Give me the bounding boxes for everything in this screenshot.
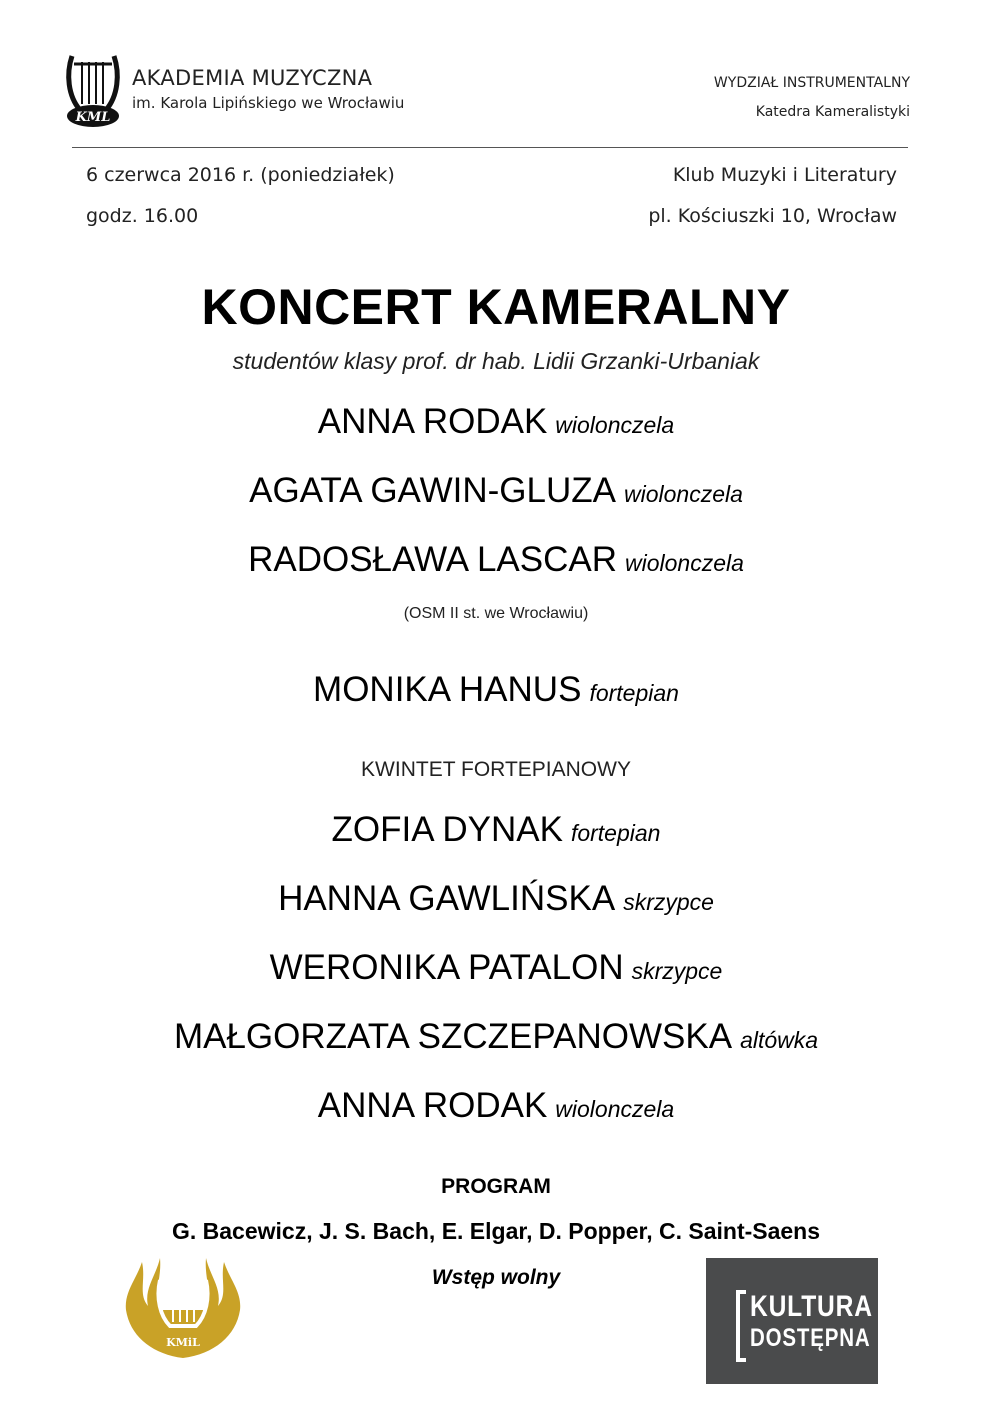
kultura-dostepna-logo	[706, 1258, 878, 1384]
performer-row	[0, 1017, 992, 1057]
performer-name: HANNA GAWLIŃSKA	[278, 879, 616, 918]
performer-row	[0, 879, 992, 919]
performer-name: WERONIKA PATALON	[269, 948, 624, 987]
performer-name: AGATA GAWIN-GLUZA	[249, 471, 616, 510]
performer-instrument: fortepian	[570, 820, 661, 846]
performer-instrument: fortepian	[589, 680, 679, 706]
event-address: pl. Kościuszki 10, Wrocław	[648, 205, 897, 227]
performer-instrument: wiolonczela	[623, 481, 743, 507]
performer-row	[0, 471, 992, 511]
performer-instrument: skrzypce	[623, 889, 714, 915]
department-name: Katedra Kameralistyki	[755, 104, 910, 120]
performer-name: ANNA RODAK	[317, 1086, 548, 1125]
performer-row	[0, 1086, 992, 1126]
kultura-logo-line2: DOSTĘPNA	[750, 1324, 871, 1352]
free-entry-note: Wstęp wolny	[431, 1266, 561, 1289]
performer-instrument: altówka	[740, 1027, 819, 1053]
performer-name: RADOSŁAWA LASCAR	[248, 540, 617, 579]
performer-name: ANNA RODAK	[317, 402, 548, 441]
performer-name: ZOFIA DYNAK	[331, 810, 563, 849]
performer-name: MONIKA HANUS	[313, 670, 582, 709]
performer-row	[0, 540, 992, 580]
concert-subtitle: studentów klasy prof. dr hab. Lidii Grzanki-Urbaniak	[232, 348, 760, 374]
event-date: 6 czerwca 2016 r. (poniedziałek)	[86, 164, 395, 186]
performer-instrument: wiolonczela	[555, 412, 675, 438]
kmil-logo-text: KMiL	[166, 1336, 200, 1349]
svg-text:w: w	[178, 1266, 188, 1277]
ensemble-label: KWINTET FORTEPIANOWY	[361, 758, 631, 781]
performer-instrument: skrzypce	[631, 958, 723, 984]
event-time: godz. 16.00	[86, 205, 199, 227]
header-divider	[72, 147, 908, 148]
bracket-icon	[736, 1290, 746, 1362]
performer-instrument: wiolonczela	[625, 550, 744, 576]
performer-row	[0, 402, 992, 442]
kultura-logo-line1: KULTURA	[750, 1290, 873, 1323]
performer-instrument: wiolonczela	[555, 1096, 675, 1122]
academy-subname: im. Karola Lipińskiego we Wrocławiu	[132, 94, 405, 112]
performer-row	[0, 948, 992, 988]
program-label: PROGRAM	[441, 1175, 551, 1198]
kmil-lyre-flame-icon	[122, 1250, 244, 1362]
program-composers: G. Bacewicz, J. S. Bach, E. Elgar, D. Popper, C. Saint-Saens	[171, 1218, 821, 1244]
lyre-logo-icon	[62, 52, 124, 128]
pianist-row	[0, 670, 992, 710]
svg-text:KML: KML	[75, 110, 111, 125]
school-note: (OSM II st. we Wrocławiu)	[403, 605, 589, 622]
performer-row	[0, 810, 992, 850]
event-venue: Klub Muzyki i Literatury	[672, 164, 897, 186]
faculty-name: WYDZIAŁ INSTRUMENTALNY	[713, 75, 910, 91]
academy-name: AKADEMIA MUZYCZNA	[132, 66, 373, 90]
concert-title: KONCERT KAMERALNY	[201, 279, 791, 335]
performer-name: MAŁGORZATA SZCZEPANOWSKA	[173, 1017, 733, 1056]
